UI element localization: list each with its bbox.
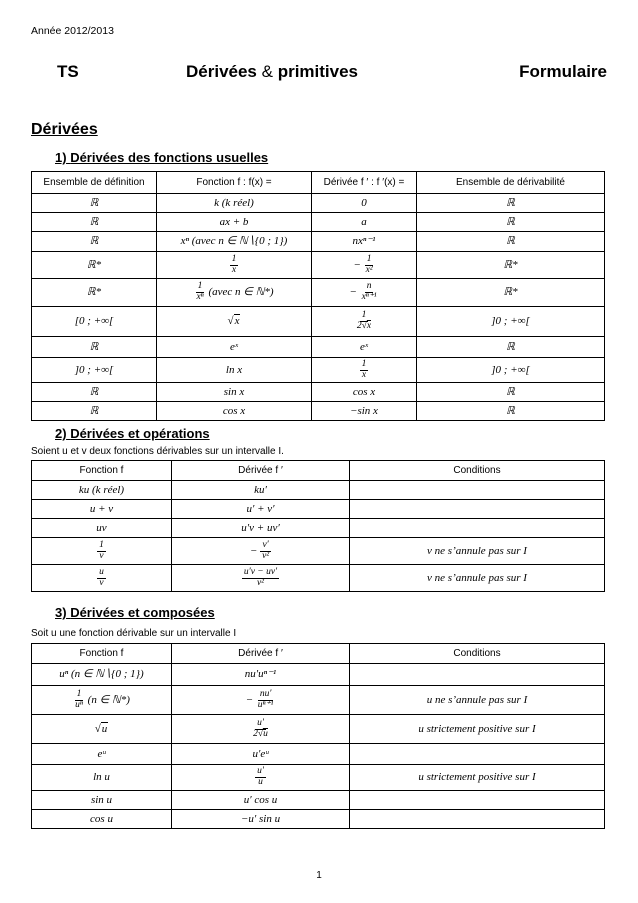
condition-note: (avec n ∈ ℕ*) bbox=[208, 286, 274, 299]
condition-cell: v ne s’annule pas sur I bbox=[350, 538, 605, 565]
operations-table bbox=[31, 460, 605, 592]
header-cell: Conditions bbox=[350, 461, 605, 481]
fraction: $\frac{1}{\text{uⁿ}}$ bbox=[75, 688, 83, 710]
function-cell bbox=[32, 686, 172, 715]
derivability-set: ℝ bbox=[417, 194, 605, 213]
condition-cell bbox=[350, 500, 605, 519]
subsection-1-heading bbox=[55, 150, 268, 165]
derivative-cell: ku′ bbox=[172, 481, 350, 500]
derivative-cell bbox=[312, 279, 417, 307]
function-cell bbox=[32, 565, 172, 592]
derivative-cell: u′eᵘ bbox=[172, 744, 350, 765]
derivative-cell: eˣ bbox=[312, 337, 417, 358]
condition-cell bbox=[350, 519, 605, 538]
derivability-set: ]0 ; +∞[ bbox=[417, 307, 605, 337]
header-cell: Conditions bbox=[350, 644, 605, 664]
definition-set: ℝ* bbox=[32, 279, 157, 307]
subsection-3-number: 3) bbox=[55, 605, 67, 620]
table-row bbox=[32, 715, 605, 744]
condition-cell bbox=[350, 664, 605, 686]
header-cell: Dérivée f ′ bbox=[172, 461, 350, 481]
square-root: √x bbox=[227, 315, 240, 328]
section-heading-derivees: Dérivées bbox=[31, 121, 98, 138]
function-cell: ku (k réel) bbox=[32, 481, 172, 500]
definition-set: ℝ bbox=[32, 337, 157, 358]
fraction: $\frac{1}{2√x}$ bbox=[356, 310, 372, 331]
table-row bbox=[32, 402, 605, 421]
derivative-cell bbox=[172, 686, 350, 715]
document-title bbox=[186, 62, 358, 82]
square-root: √u bbox=[94, 722, 108, 735]
function-cell: cos u bbox=[32, 810, 172, 829]
table-row bbox=[32, 810, 605, 829]
condition-cell bbox=[350, 744, 605, 765]
subsection-2-title: Dérivées et opérations bbox=[70, 426, 210, 441]
condition-cell bbox=[350, 481, 605, 500]
table-row bbox=[32, 279, 605, 307]
year-label: Année 2012/2013 bbox=[31, 25, 114, 37]
derivative-cell: −u′ sin u bbox=[172, 810, 350, 829]
function-cell: cos x bbox=[157, 402, 312, 421]
table-row bbox=[32, 358, 605, 383]
subsection-2-intro: Soient u et v deux fonctions dérivables sur un intervalle I. bbox=[31, 446, 284, 457]
page-number: 1 bbox=[316, 870, 322, 881]
derivability-set: ℝ bbox=[417, 402, 605, 421]
condition-cell: u ne s’annule pas sur I bbox=[350, 686, 605, 715]
table-row bbox=[32, 686, 605, 715]
derivative-cell bbox=[172, 715, 350, 744]
function-cell: uv bbox=[32, 519, 172, 538]
function-cell bbox=[32, 715, 172, 744]
header-cell: Fonction f bbox=[32, 461, 172, 481]
condition-cell: u strictement positive sur I bbox=[350, 765, 605, 791]
derivative-cell bbox=[312, 307, 417, 337]
subsection-3-heading bbox=[55, 605, 215, 620]
fraction: $\frac{u}{v}$ bbox=[99, 566, 104, 588]
derivability-set: ℝ bbox=[417, 213, 605, 232]
function-cell: eˣ bbox=[157, 337, 312, 358]
fraction: $\frac{1}{\text{xⁿ}}$ bbox=[196, 281, 204, 302]
table-row bbox=[32, 252, 605, 279]
table-row bbox=[32, 565, 605, 592]
definition-set: ℝ bbox=[32, 232, 157, 252]
fraction: $\frac{u'}{2√u}$ bbox=[253, 717, 268, 739]
derivative-cell: a bbox=[312, 213, 417, 232]
subsection-1-number: 1) bbox=[55, 150, 67, 165]
condition-cell: v ne s’annule pas sur I bbox=[350, 565, 605, 592]
derivability-set: ℝ bbox=[417, 383, 605, 402]
condition-cell: u strictement positive sur I bbox=[350, 715, 605, 744]
function-cell: ax + b bbox=[157, 213, 312, 232]
derivative-cell: u′ cos u bbox=[172, 791, 350, 810]
derivative-cell: cos x bbox=[312, 383, 417, 402]
derivability-set: ℝ* bbox=[417, 252, 605, 279]
class-label: TS bbox=[57, 62, 79, 81]
definition-set: ℝ bbox=[32, 402, 157, 421]
table-row bbox=[32, 791, 605, 810]
table-row bbox=[32, 383, 605, 402]
table-row bbox=[32, 337, 605, 358]
derivative-cell: −sin x bbox=[312, 402, 417, 421]
header-cell: Fonction f bbox=[32, 644, 172, 664]
title-part1: Dérivées bbox=[186, 62, 257, 81]
derivative-cell: nxⁿ⁻¹ bbox=[312, 232, 417, 252]
function-cell: u + v bbox=[32, 500, 172, 519]
definition-set: ℝ bbox=[32, 213, 157, 232]
function-cell bbox=[157, 307, 312, 337]
function-cell: uⁿ (n ∈ ℕ∖{0 ; 1}) bbox=[32, 664, 172, 686]
condition-cell bbox=[350, 791, 605, 810]
derivability-set: ℝ bbox=[417, 232, 605, 252]
function-cell bbox=[157, 252, 312, 279]
subsection-3-title: Dérivées et composées bbox=[70, 605, 215, 620]
header-cell: Dérivée f ′ bbox=[172, 644, 350, 664]
derivative-cell: 0 bbox=[312, 194, 417, 213]
subsection-3-intro: Soit u une fonction dérivable sur un intervalle I bbox=[31, 628, 237, 639]
fraction: $\frac{u'}{u}$ bbox=[257, 766, 264, 787]
fraction: $\frac{u'v - uv'}{\text{v²}}$ bbox=[243, 566, 278, 588]
subsection-2-heading bbox=[55, 426, 210, 441]
derivative-cell: u′ + v′ bbox=[172, 500, 350, 519]
derivative-cell bbox=[172, 538, 350, 565]
table-row bbox=[32, 481, 605, 500]
function-cell: eᵘ bbox=[32, 744, 172, 765]
fraction: $\frac{1}{x}$ bbox=[231, 253, 237, 275]
function-cell: ln x bbox=[157, 358, 312, 383]
minus-sign: − bbox=[353, 258, 361, 271]
table-row bbox=[32, 500, 605, 519]
definition-set: ]0 ; +∞[ bbox=[32, 358, 157, 383]
derivability-set: ℝ* bbox=[417, 279, 605, 307]
header-cell: Ensemble de dérivabilité bbox=[417, 172, 605, 194]
title-part2: primitives bbox=[277, 62, 359, 81]
table-header-row bbox=[32, 172, 605, 194]
function-cell: k (k réel) bbox=[157, 194, 312, 213]
derivability-set: ℝ bbox=[417, 337, 605, 358]
fraction: $\frac{1}{x}$ bbox=[361, 358, 367, 380]
subsection-1-title: Dérivées des fonctions usuelles bbox=[70, 150, 269, 165]
table-row bbox=[32, 194, 605, 213]
table-row bbox=[32, 519, 605, 538]
doc-type-label: Formulaire bbox=[519, 62, 607, 81]
table-row bbox=[32, 744, 605, 765]
header-cell: Ensemble de définition bbox=[32, 172, 157, 194]
table-row bbox=[32, 538, 605, 565]
fraction: $\frac{1}{\text{x²}}$ bbox=[365, 253, 373, 275]
fraction: $\frac{n}{\text{xⁿ⁺¹}}$ bbox=[361, 281, 377, 302]
function-cell bbox=[157, 279, 312, 307]
derivative-cell bbox=[312, 252, 417, 279]
table-row bbox=[32, 765, 605, 791]
fraction: $\frac{nu'}{\text{uⁿ⁺¹}}$ bbox=[257, 688, 274, 710]
derivative-cell: u′v + uv′ bbox=[172, 519, 350, 538]
fraction: $\frac{1}{v}$ bbox=[99, 539, 104, 561]
fraction: $\frac{v'}{\text{v²}}$ bbox=[262, 539, 270, 561]
minus-sign: − bbox=[349, 286, 357, 299]
function-cell: xⁿ (avec n ∈ ℕ∖{0 ; 1}) bbox=[157, 232, 312, 252]
definition-set: ℝ* bbox=[32, 252, 157, 279]
function-cell: ln u bbox=[32, 765, 172, 791]
table-row bbox=[32, 307, 605, 337]
table-row bbox=[32, 232, 605, 252]
function-cell: sin u bbox=[32, 791, 172, 810]
definition-set: ℝ bbox=[32, 194, 157, 213]
composition-table bbox=[31, 643, 605, 829]
definition-set: [0 ; +∞[ bbox=[32, 307, 157, 337]
condition-note: (n ∈ ℕ*) bbox=[87, 693, 130, 706]
derivative-cell: nu′uⁿ⁻¹ bbox=[172, 664, 350, 686]
header-cell: Dérivée f ′ : f ′(x) = bbox=[312, 172, 417, 194]
function-cell bbox=[32, 538, 172, 565]
derivative-cell bbox=[172, 565, 350, 592]
table-row bbox=[32, 664, 605, 686]
header-cell: Fonction f : f(x) = bbox=[157, 172, 312, 194]
derivative-cell bbox=[172, 765, 350, 791]
minus-sign: − bbox=[249, 544, 258, 557]
table-header-row bbox=[32, 461, 605, 481]
title-ampersand: & bbox=[261, 62, 273, 81]
subsection-2-number: 2) bbox=[55, 426, 67, 441]
condition-cell bbox=[350, 810, 605, 829]
table-row bbox=[32, 213, 605, 232]
definition-set: ℝ bbox=[32, 383, 157, 402]
usual-derivatives-table bbox=[31, 171, 605, 421]
table-header-row bbox=[32, 644, 605, 664]
derivative-cell bbox=[312, 358, 417, 383]
function-cell: sin x bbox=[157, 383, 312, 402]
minus-sign: − bbox=[245, 693, 254, 706]
derivability-set: ]0 ; +∞[ bbox=[417, 358, 605, 383]
